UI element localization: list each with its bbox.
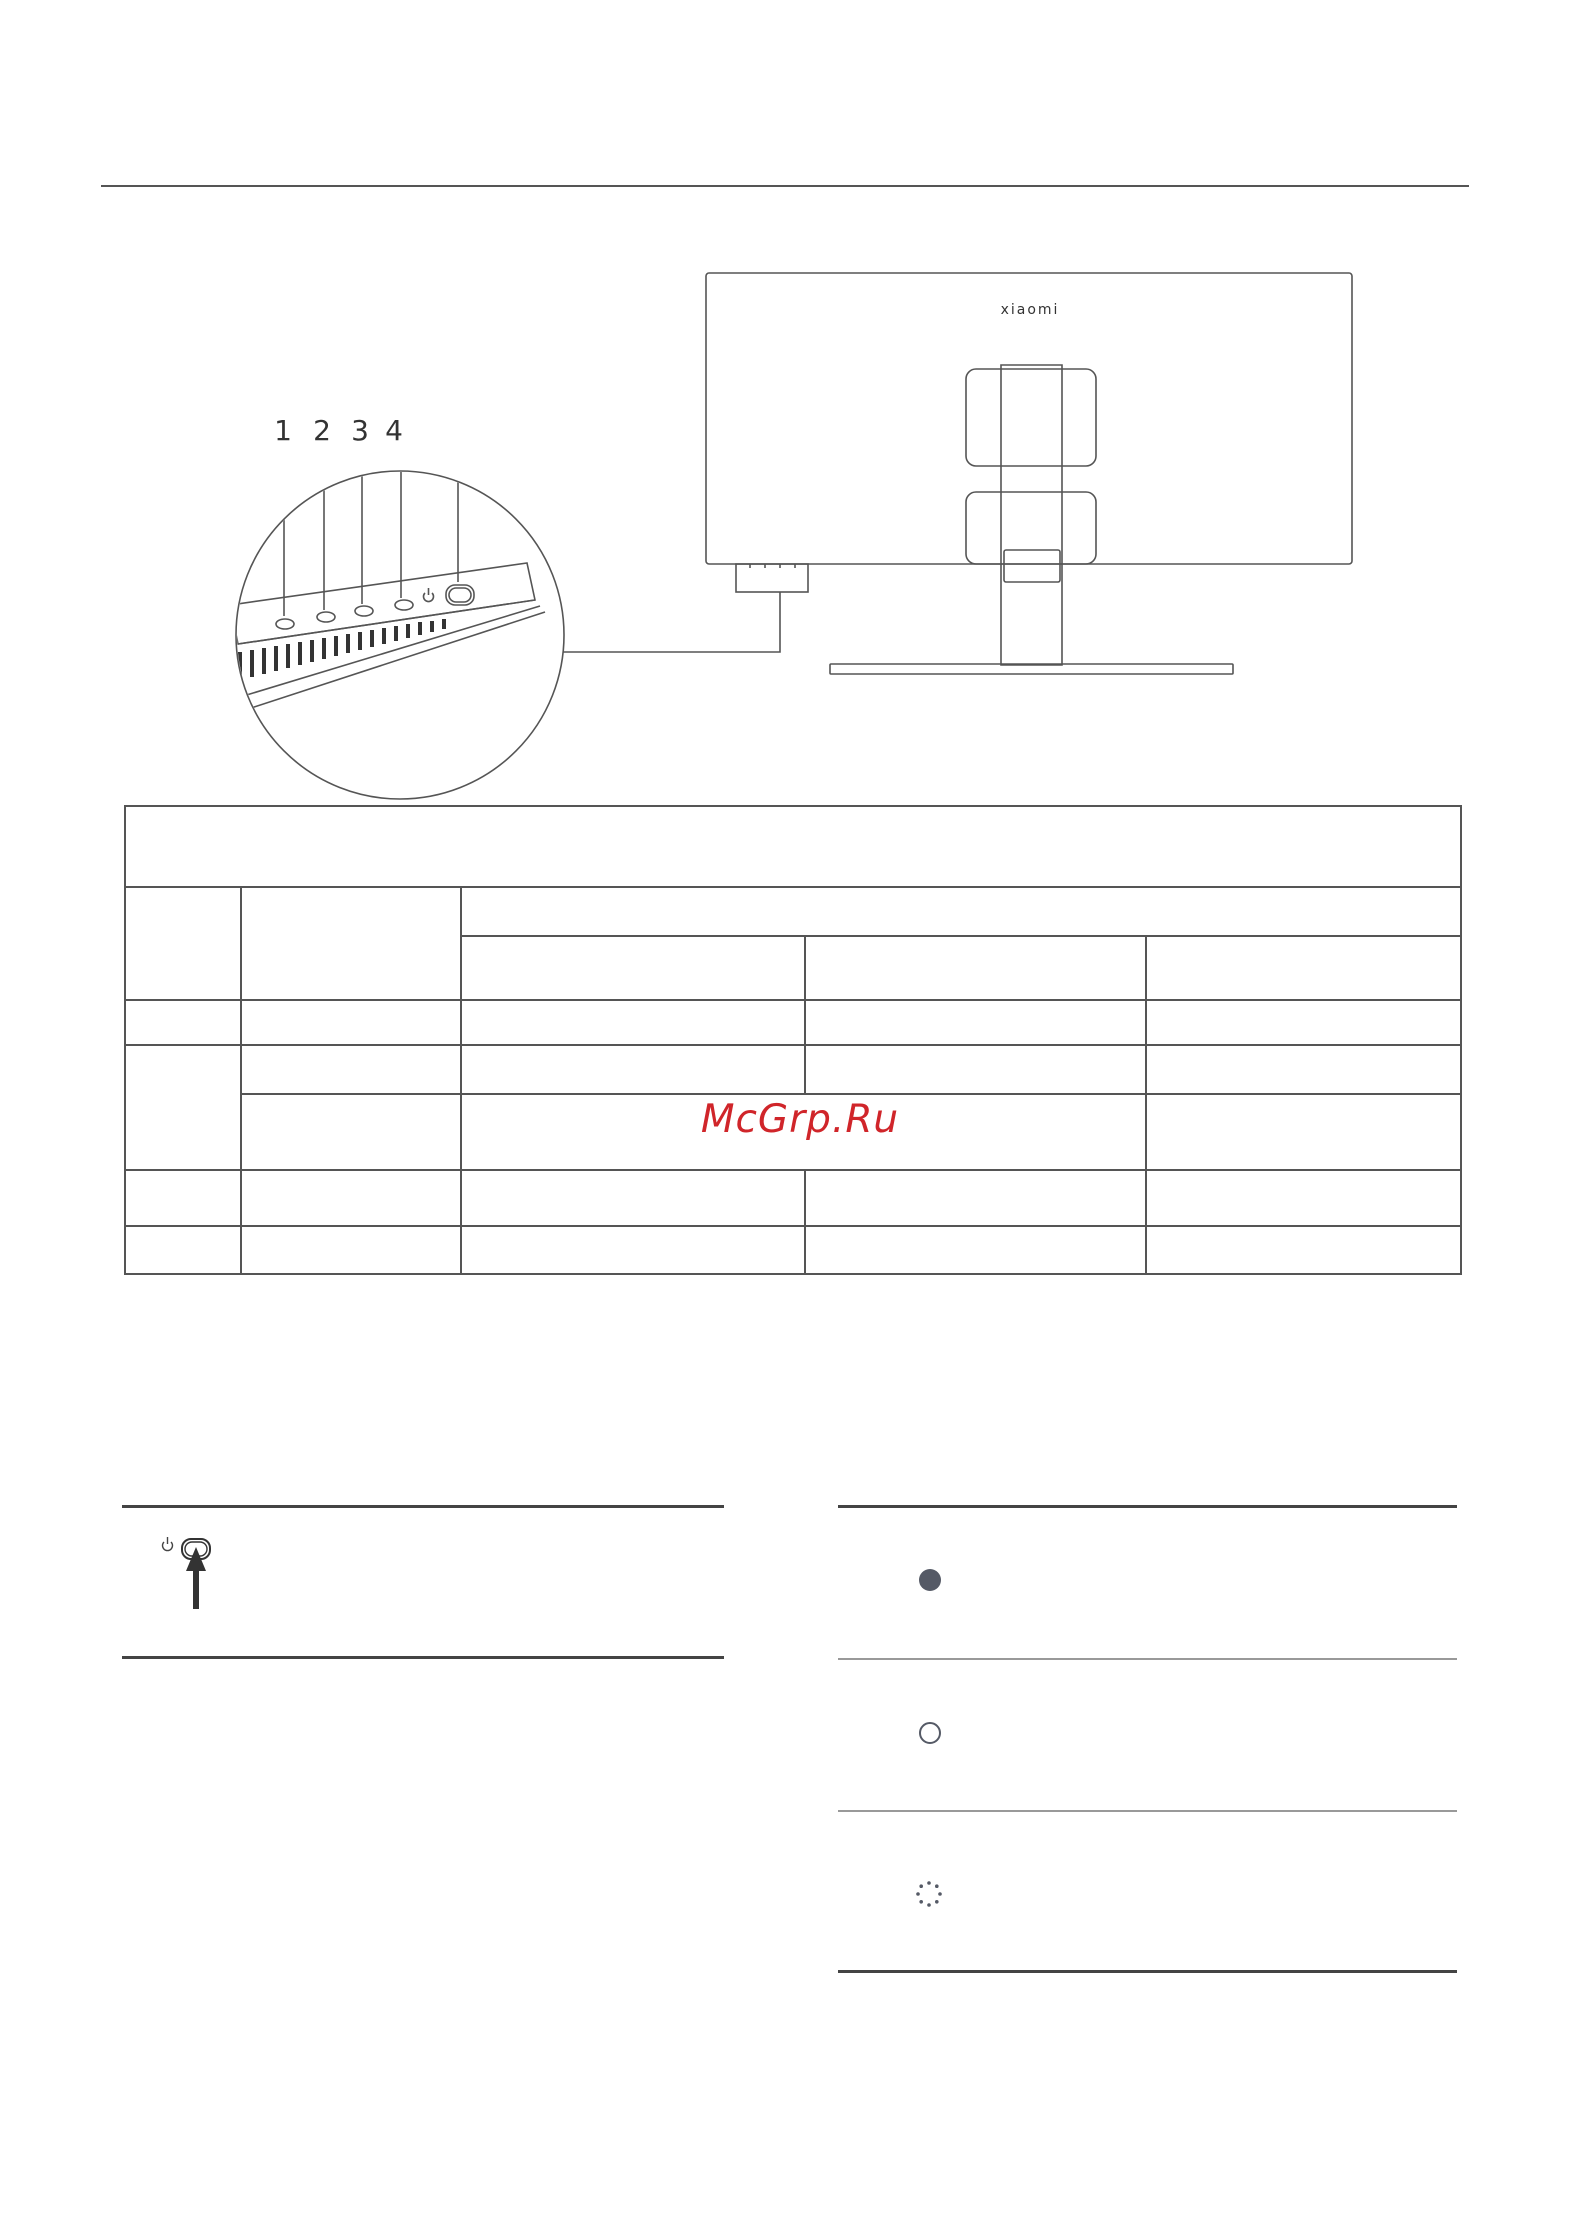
callout-connector — [563, 592, 780, 652]
button-4 — [395, 600, 413, 610]
right-section-top-rule — [838, 1505, 1457, 1508]
left-section-top-rule — [122, 1505, 724, 1508]
table-row-divider — [126, 1044, 1460, 1046]
left-section-bottom-rule — [122, 1656, 724, 1659]
stand-plate-lower — [966, 492, 1096, 564]
power-icon — [163, 1537, 173, 1551]
table-row-divider — [126, 886, 1460, 888]
up-arrow-icon — [186, 1547, 206, 1609]
right-section-bottom-rule — [838, 1970, 1457, 1973]
watermark: McGrp.Ru — [700, 1097, 900, 1142]
magnifier-circle — [236, 471, 564, 799]
table-col-divider — [460, 886, 462, 1273]
button-1 — [276, 619, 294, 629]
table-row-divider — [126, 1169, 1460, 1171]
callout-1: 1 — [274, 414, 292, 447]
table-row-divider — [241, 1093, 1460, 1095]
table-col-divider — [240, 886, 242, 1273]
table-row-divider — [126, 999, 1460, 1001]
table-col-divider — [804, 935, 806, 1093]
spec-table — [124, 805, 1462, 1275]
right-section-divider — [838, 1810, 1457, 1812]
monitor-rear-diagram — [0, 0, 1588, 800]
callout-3: 3 — [351, 414, 369, 447]
stand-plate-upper — [966, 369, 1096, 466]
stand-column — [1001, 365, 1062, 665]
dotted-ring-icon — [915, 1880, 943, 1908]
solid-dot-icon — [919, 1569, 941, 1591]
table-col-divider — [804, 1169, 806, 1273]
button-2 — [317, 612, 335, 622]
table-row-divider — [126, 1225, 1460, 1227]
cable-clip — [1004, 550, 1060, 582]
button-housing — [736, 564, 808, 592]
callout-4: 4 — [385, 414, 403, 447]
callout-2: 2 — [313, 414, 331, 447]
right-section-divider — [838, 1658, 1457, 1660]
table-row-divider — [460, 935, 1460, 937]
power-press-illustration — [158, 1533, 238, 1613]
hollow-ring-icon — [919, 1722, 941, 1744]
button-3 — [355, 606, 373, 616]
brand-logo: xiaomi — [1000, 302, 1060, 318]
